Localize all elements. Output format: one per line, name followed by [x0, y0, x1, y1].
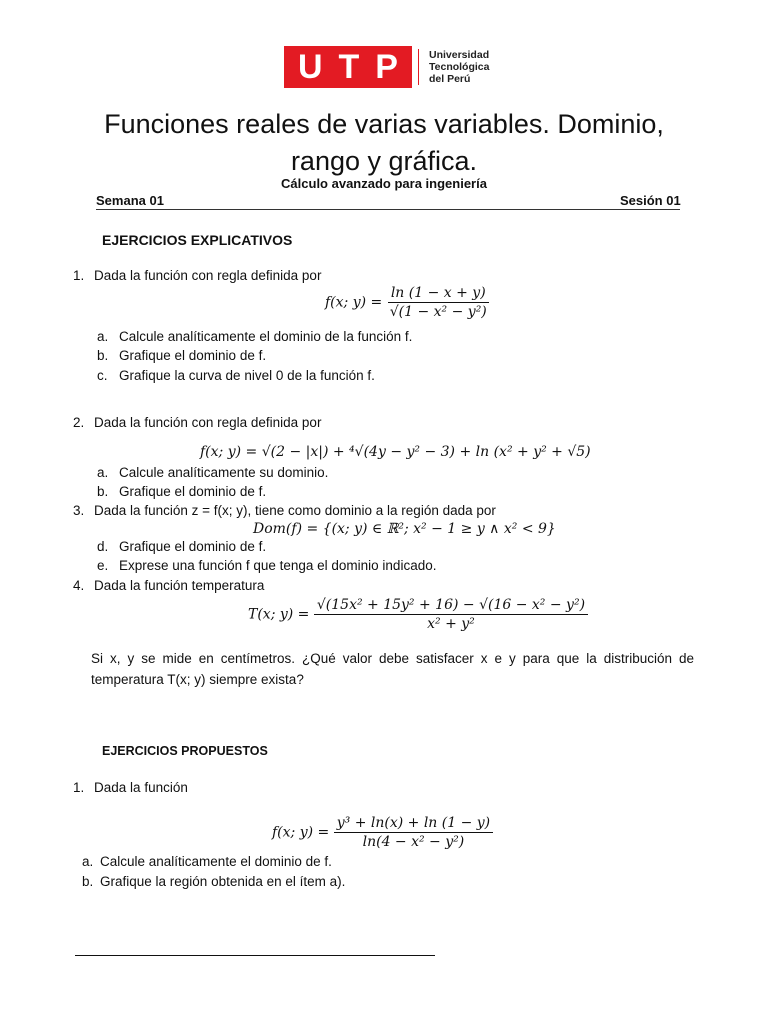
formula-numerator: √(15x² + 15y² + 16) − √(16 − x² − y²) — [314, 597, 588, 615]
utp-logo — [284, 46, 489, 88]
item-label: a. — [97, 465, 109, 480]
item-label: a. — [97, 329, 109, 344]
formula-lhs: T(x; y) = — [248, 606, 310, 623]
item-label: d. — [97, 539, 109, 554]
exercise-number: 1. — [73, 268, 85, 283]
item-label: a. — [82, 854, 94, 869]
logo-letter-t: T — [338, 48, 360, 86]
document-title — [90, 106, 678, 180]
section-heading-propuestos: EJERCICIOS PROPUESTOS — [102, 744, 268, 758]
item-label: c. — [97, 368, 108, 383]
exercise-3-statement — [73, 503, 496, 518]
title-line-2: rango y gráfica. — [290, 146, 478, 176]
formula-fraction — [387, 285, 490, 320]
exercise-4-paragraph: Si x, y se mide en centímetros. ¿Qué valor debe satisfacer x e y para que la distribución de temperatura T(x; y) siempre exista? — [91, 651, 694, 687]
logo-university-name — [429, 49, 489, 85]
logo-letter-u: U — [297, 48, 323, 86]
exercise-4-formula — [248, 597, 588, 632]
week-label: Semana 01 — [96, 193, 164, 208]
formula-numerator: ln (1 − x + y) — [388, 285, 489, 303]
proposed-1-formula — [272, 815, 493, 850]
list-item — [97, 539, 267, 554]
list-item — [82, 854, 332, 869]
logo-line-1: Universidad — [429, 49, 490, 61]
list-item — [97, 484, 267, 499]
formula-fraction — [334, 815, 493, 850]
list-item — [97, 558, 437, 573]
exercise-text: Dada la función — [94, 780, 188, 795]
logo-letter-p: P — [375, 48, 398, 86]
section-heading-explicativos: EJERCICIOS EXPLICATIVOS — [102, 232, 293, 248]
list-item — [97, 368, 375, 383]
formula-denominator: x² + y² — [427, 616, 475, 632]
exercise-text: Dada la función temperatura — [94, 578, 265, 593]
exercise-text: Dada la función z = f(x; y), tiene como dominio a la región dada por — [94, 503, 496, 518]
exercise-text: Dada la función con regla definida por — [94, 415, 322, 430]
item-label: b. — [82, 874, 94, 889]
footnote-separator — [75, 955, 435, 956]
title-line-1: Funciones reales de varias variables. Dominio, — [104, 109, 664, 139]
list-item — [97, 465, 329, 480]
exercise-number: 2. — [73, 415, 85, 430]
item-text: Grafique la región obtenida en el ítem a). — [100, 874, 346, 889]
item-text: Exprese una función f que tenga el dominio indicado. — [119, 558, 437, 573]
header-divider — [96, 209, 680, 210]
item-label: b. — [97, 484, 109, 499]
exercise-number: 1. — [73, 780, 85, 795]
list-item — [82, 874, 346, 889]
item-text: Grafique el dominio de f. — [119, 539, 267, 554]
item-text: Grafique el dominio de f. — [119, 484, 267, 499]
utp-logo-mark — [284, 46, 412, 88]
item-label: e. — [97, 558, 109, 573]
logo-line-3: del Perú — [429, 73, 471, 85]
item-text: Calcule analíticamente el dominio de la función f. — [119, 329, 413, 344]
formula-lhs: f(x; y) = — [272, 824, 330, 841]
list-item — [97, 348, 267, 363]
exercise-4-statement — [73, 578, 264, 593]
formula-denominator: ln(4 − x² − y²) — [362, 834, 465, 850]
formula-fraction — [314, 597, 588, 632]
formula-denominator: √(1 − x² − y²) — [389, 304, 487, 320]
list-item — [97, 329, 413, 344]
exercise-number: 3. — [73, 503, 85, 518]
formula-numerator: y³ + ln(x) + ln (1 − y) — [334, 815, 493, 833]
item-text: Grafique la curva de nivel 0 de la función f. — [119, 368, 375, 383]
exercise-1-formula — [325, 285, 490, 320]
exercise-2-formula: f(x; y) = √(2 − |x|) + ⁴√(4y − y² − 3) + ln (x² + y² + √5) — [200, 444, 591, 460]
exercise-1-statement — [73, 268, 321, 283]
logo-line-2: Tecnológica — [429, 61, 490, 73]
exercise-2-statement — [73, 415, 321, 430]
exercise-3-formula: Dom(f) = {(x; y) ∈ ℝ²; x² − 1 ≥ y ∧ x² < 9} — [253, 521, 556, 537]
item-text: Grafique el dominio de f. — [119, 348, 267, 363]
course-subtitle: Cálculo avanzado para ingeniería — [281, 176, 487, 191]
exercise-number: 4. — [73, 578, 85, 593]
proposed-1-statement — [73, 780, 188, 795]
logo-divider — [418, 49, 419, 85]
exercise-text: Dada la función con regla definida por — [94, 268, 322, 283]
item-text: Calcule analíticamente el dominio de f. — [100, 854, 332, 869]
item-text: Calcule analíticamente su dominio. — [119, 465, 329, 480]
session-label: Sesión 01 — [620, 193, 681, 208]
formula-lhs: f(x; y) = — [325, 294, 383, 311]
item-label: b. — [97, 348, 109, 363]
